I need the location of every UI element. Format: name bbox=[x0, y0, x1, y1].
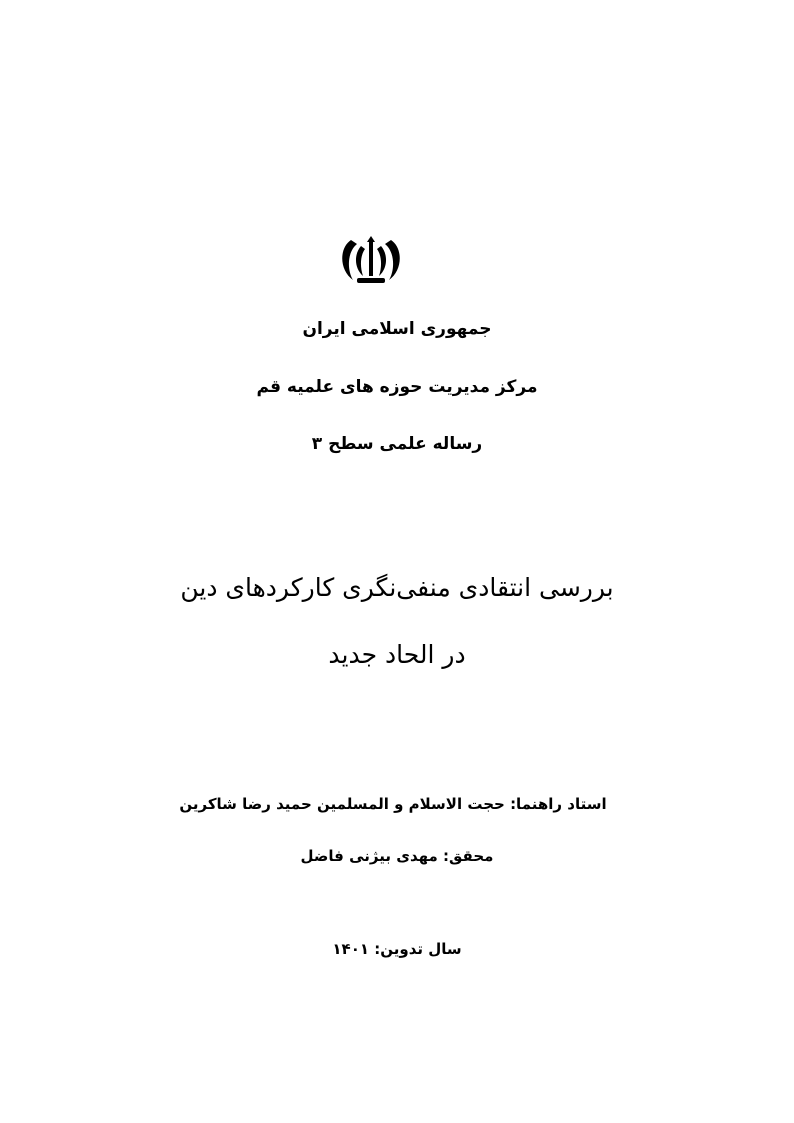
supervisor-credit: استاد راهنما: حجت الاسلام و المسلمین حمید رضا شاکرین bbox=[179, 795, 607, 813]
researcher-credit: محقق: مهدی بیژنی فاضل bbox=[300, 847, 494, 865]
title-line-1: بررسی انتقادی منفی‌نگری کارکردهای دین bbox=[180, 573, 614, 602]
iran-emblem-icon bbox=[337, 236, 405, 286]
thesis-level: رساله علمی سطح ۳ bbox=[311, 434, 483, 454]
title-line-2: در الحاد جدید bbox=[328, 640, 466, 669]
organization-name: مرکز مدیریت حوزه های علمیه قم bbox=[256, 377, 538, 397]
country-name: جمهوری اسلامی ایران bbox=[302, 319, 492, 339]
compilation-year: سال تدوین: ۱۴۰۱ bbox=[332, 940, 462, 958]
